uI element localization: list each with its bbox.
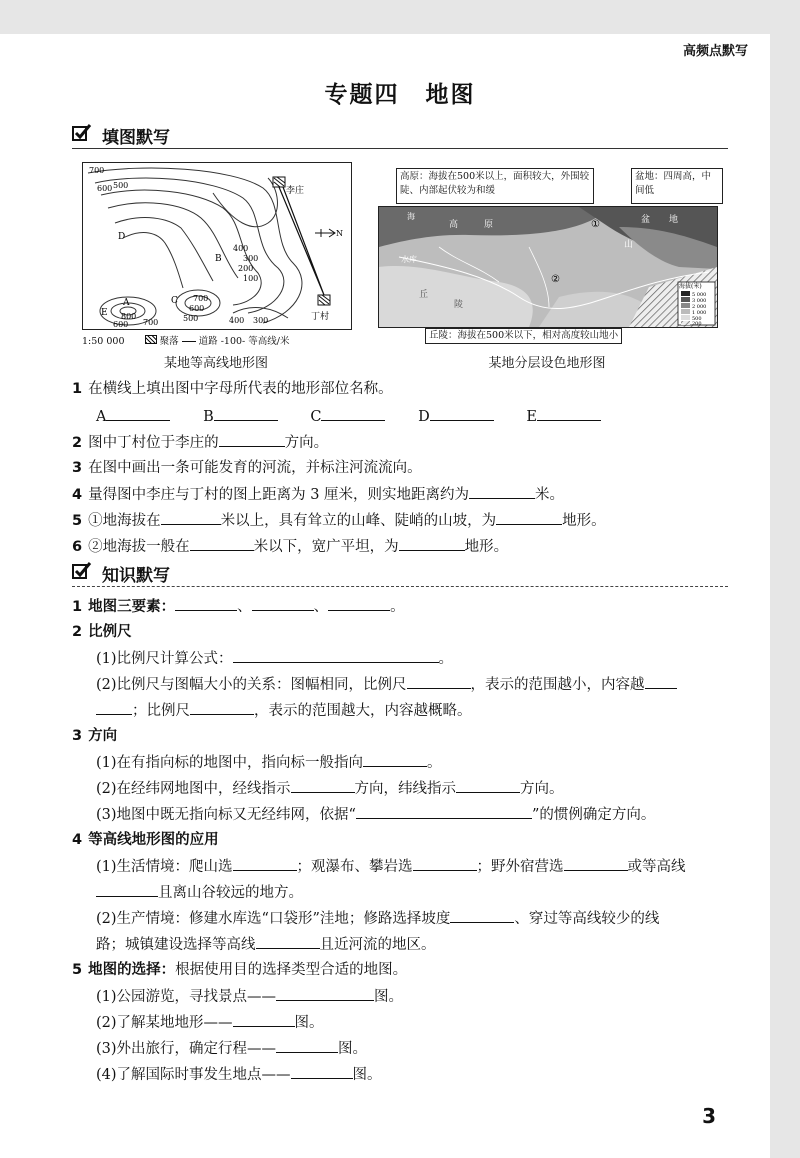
blank-a[interactable] — [106, 406, 170, 421]
place-dingcun: 丁村 — [311, 312, 330, 322]
blank-label-e: E — [526, 409, 537, 425]
knowledge-4 — [72, 830, 219, 850]
item-text: 路；城镇建设选择等高线 — [96, 937, 256, 953]
question-1-blanks — [96, 406, 601, 427]
question-text: 米。 — [535, 487, 565, 503]
item-text: (2)了解某地地形—— — [96, 1015, 233, 1031]
item-title: 比例尺 — [88, 624, 132, 640]
contour-label: 600 — [113, 320, 129, 329]
blank-e[interactable] — [537, 406, 601, 421]
relief-label: 海 — [407, 212, 415, 221]
blank-label-c: C — [310, 409, 322, 425]
blank-direction[interactable] — [291, 778, 355, 793]
item-text: (1)在有指向标的地图中，指向标一般指向 — [96, 755, 364, 771]
blank-detail[interactable] — [645, 674, 677, 689]
question-number: 1 — [72, 381, 83, 397]
question-text: 米以下，宽广平坦，为 — [253, 539, 399, 555]
item-text: 且离山谷较远的地方。 — [158, 885, 303, 901]
question-number: 3 — [72, 460, 83, 476]
blank-elevation[interactable] — [161, 510, 221, 525]
page-title — [0, 76, 800, 109]
knowledge-2-1 — [96, 648, 453, 669]
relief-legend-level: 500 — [692, 316, 702, 322]
item-title: 地图的选择： — [88, 962, 176, 978]
legend-road: 道路 — [198, 336, 218, 347]
question-1 — [72, 379, 393, 399]
item-text: ”的惯例确定方向。 — [531, 807, 656, 823]
plateau-note: 高原：海拔在500米以上，面积较大，外围较陡、内部起伏较为和缓 — [396, 168, 594, 204]
item-number: 3 — [72, 728, 83, 744]
hill-note: 丘陵：海拔在500米以下，相对高度较山地小 — [425, 328, 622, 344]
relief-legend-level: 5 000 — [692, 292, 707, 298]
contour-label: 400 — [229, 316, 245, 325]
question-5 — [72, 510, 606, 531]
question-text: 地形。 — [464, 539, 509, 555]
item-text: (1)比例尺计算公式： — [96, 651, 233, 667]
blank-detail[interactable] — [96, 700, 132, 715]
layered-color-map-caption: 某地分层设色地形图 — [488, 356, 606, 371]
letter-d: D — [118, 232, 126, 242]
relief-legend-level: 2 000 — [692, 304, 707, 310]
blank-b[interactable] — [214, 406, 278, 421]
place-lizhuang: 李庄 — [286, 186, 305, 196]
marker-2: ② — [551, 274, 560, 285]
contour-map-drawing — [83, 163, 351, 329]
item-text: (2)生产情境：修建水库选“口袋形”洼地；修路选择坡度 — [96, 911, 451, 927]
knowledge-4-1-cont — [96, 882, 303, 903]
question-number: 6 — [72, 539, 83, 555]
item-text: 且近河流的地区。 — [319, 937, 436, 953]
item-text: 图。 — [338, 1041, 368, 1057]
title-part-name: 地图 — [425, 82, 476, 108]
knowledge-3-3 — [96, 804, 655, 825]
checkbox-icon — [72, 562, 92, 580]
blank-convention[interactable] — [356, 804, 532, 819]
header-tag: 高频点默写 — [682, 44, 748, 59]
item-text: ，表示的范围越大，内容越概略。 — [254, 703, 472, 719]
section-fill-map — [72, 122, 728, 149]
item-number: 1 — [72, 599, 83, 615]
item-text: 、穿过等高线较少的线 — [514, 911, 660, 927]
item-text: ；比例尺 — [132, 703, 190, 719]
item-text: 方向。 — [520, 781, 564, 797]
knowledge-4-2 — [96, 908, 659, 929]
contour-label: 800 — [121, 312, 137, 321]
contour-label: 100 — [243, 274, 259, 283]
contour-map — [82, 162, 352, 330]
blank-scale[interactable] — [407, 674, 471, 689]
blank-d[interactable] — [430, 406, 494, 421]
blank-landform[interactable] — [399, 536, 465, 551]
contour-label: 600 — [189, 304, 205, 313]
relief-legend-title: 海拔(米) — [679, 283, 702, 290]
item-text: (1)公园游览，寻找景点—— — [96, 989, 277, 1005]
contour-label: 600 — [97, 184, 113, 193]
question-3 — [72, 458, 422, 478]
section-title: 填图默写 — [102, 128, 170, 148]
question-text: 米以上，具有耸立的山峰、陡峭的山坡，为 — [220, 513, 497, 529]
question-text: 在图中画出一条可能发育的河流，并标注河流流向。 — [88, 460, 422, 476]
question-text: 图中丁村位于李庄的 — [88, 435, 219, 451]
question-2 — [72, 432, 328, 453]
knowledge-5-3 — [96, 1038, 367, 1059]
item-text: (2)比例尺与图幅大小的关系：图幅相同，比例尺 — [96, 677, 407, 693]
contour-label: 700 — [89, 166, 105, 175]
item-number: 5 — [72, 962, 83, 978]
page-number: 3 — [702, 1104, 716, 1128]
item-number: 2 — [72, 624, 83, 640]
question-text: 方向。 — [284, 435, 329, 451]
question-number: 4 — [72, 487, 83, 503]
knowledge-3-2 — [96, 778, 564, 799]
relief-label: 山 — [624, 240, 634, 250]
knowledge-4-2-cont — [96, 934, 436, 955]
knowledge-5-2 — [96, 1012, 324, 1033]
item-title: 方向 — [88, 728, 118, 744]
item-text: 或等高线 — [627, 859, 686, 875]
blank-direction[interactable] — [219, 432, 285, 447]
question-text: 在横线上填出图中字母所代表的地形部位名称。 — [88, 381, 393, 397]
blank-landform[interactable] — [496, 510, 562, 525]
knowledge-1 — [72, 596, 405, 617]
blank-element[interactable] — [328, 596, 390, 611]
relief-label: 高 — [449, 220, 459, 230]
blank-terrain[interactable] — [413, 856, 477, 871]
village-legend-icon — [145, 335, 157, 344]
relief-label: 水库 — [401, 255, 417, 264]
relief-label: 原 — [484, 220, 494, 230]
blank-direction[interactable] — [456, 778, 520, 793]
basin-note: 盆地：四周高，中间低 — [631, 168, 723, 204]
item-text: ；观瀑布、攀岩选 — [296, 859, 413, 875]
blank-map-type[interactable] — [291, 1064, 353, 1079]
blank-map-type[interactable] — [233, 1012, 295, 1027]
punct: 。 — [390, 599, 405, 615]
title-part-topic: 专题四 — [324, 82, 400, 108]
blank-map-type[interactable] — [276, 986, 374, 1001]
item-text: (1)生活情境：爬山选 — [96, 859, 233, 875]
contour-label: 500 — [183, 314, 199, 323]
contour-label: 700 — [143, 318, 159, 327]
blank-terrain[interactable] — [233, 856, 297, 871]
item-text: 图。 — [374, 989, 404, 1005]
section-title: 知识默写 — [102, 566, 170, 586]
blank-direction[interactable] — [363, 752, 427, 767]
question-number: 5 — [72, 513, 83, 529]
blank-distance[interactable] — [469, 484, 535, 499]
item-title: 地图三要素： — [88, 599, 176, 615]
contour-label: 700 — [193, 294, 209, 303]
item-text: 图。 — [352, 1067, 382, 1083]
legend-contour: -100- 等高线/米 — [220, 336, 290, 347]
section-knowledge — [72, 560, 728, 587]
blank-scale[interactable] — [190, 700, 254, 715]
item-text: 图。 — [294, 1015, 324, 1031]
separator: 、 — [313, 599, 329, 615]
blank-label-a: A — [96, 409, 107, 425]
question-number: 2 — [72, 435, 83, 451]
contour-label: 500 — [113, 181, 129, 190]
letter-b: B — [215, 254, 222, 264]
blank-terrain[interactable] — [564, 856, 628, 871]
knowledge-5 — [72, 960, 407, 980]
relief-label: 丘 — [419, 290, 429, 300]
letter-c: C — [171, 296, 178, 306]
contour-map-legend — [82, 332, 290, 352]
blank-label-b: B — [203, 409, 214, 425]
page — [0, 34, 770, 1158]
layered-color-map — [378, 206, 718, 328]
relief-legend-level: 200 — [692, 321, 702, 327]
marker-1: ① — [591, 219, 600, 230]
blank-c[interactable] — [321, 406, 385, 421]
contour-label: 300 — [253, 316, 269, 325]
layered-color-map-drawing — [379, 207, 717, 327]
relief-legend-level: 1 000 — [692, 310, 707, 316]
blank-slope[interactable] — [450, 908, 514, 923]
question-text: 地形。 — [562, 513, 606, 529]
relief-legend-level: 3 000 — [692, 298, 707, 304]
knowledge-2 — [72, 622, 132, 642]
punct: 。 — [438, 651, 454, 667]
item-text: ；野外宿营选 — [476, 859, 564, 875]
blank-label-d: D — [418, 409, 430, 425]
relief-label: 地 — [669, 215, 679, 225]
north-label: N — [336, 229, 343, 238]
knowledge-4-1 — [96, 856, 686, 877]
knowledge-5-1 — [96, 986, 403, 1007]
blank-contour[interactable] — [96, 882, 158, 897]
question-text: ①地海拔在 — [88, 513, 161, 529]
knowledge-3 — [72, 726, 117, 746]
item-title: 等高线地形图的应用 — [88, 832, 219, 848]
punct: 。 — [427, 755, 442, 771]
checkbox-icon — [72, 124, 92, 142]
item-text: (3)地图中既无指向标又无经纬网，依据“ — [96, 807, 356, 823]
question-text: 量得图中李庄与丁村的图上距离为 3 厘米，则实地距离约为 — [88, 487, 470, 503]
letter-e: E — [101, 308, 108, 318]
blank-map-type[interactable] — [276, 1038, 338, 1053]
map-scale: 1:50 000 — [82, 336, 125, 347]
blank-contour[interactable] — [256, 934, 320, 949]
item-text: 根据使用目的选择类型合适的地图。 — [175, 962, 408, 978]
question-4 — [72, 484, 564, 505]
letter-a: A — [123, 298, 130, 308]
item-text: (2)在经纬网地图中，经线指示 — [96, 781, 291, 797]
item-text: 方向，纬线指示 — [354, 781, 457, 797]
contour-label: 400 — [233, 244, 249, 253]
blank-formula[interactable] — [233, 648, 439, 663]
item-text: ，表示的范围越小，内容越 — [470, 677, 645, 693]
blank-element[interactable] — [175, 596, 237, 611]
contour-label: 300 — [243, 254, 259, 263]
knowledge-2-2 — [96, 674, 677, 695]
question-text: ②地海拔一般在 — [88, 539, 190, 555]
item-number: 4 — [72, 832, 83, 848]
item-text: (4)了解国际时事发生地点—— — [96, 1067, 291, 1083]
blank-element[interactable] — [252, 596, 314, 611]
road-legend-icon — [182, 341, 196, 342]
relief-label: 盆 — [641, 215, 651, 225]
relief-label: 陵 — [454, 300, 464, 310]
separator: 、 — [237, 599, 252, 615]
knowledge-3-1 — [96, 752, 442, 773]
blank-elevation[interactable] — [190, 536, 254, 551]
contour-label: 200 — [238, 264, 254, 273]
question-6 — [72, 536, 508, 557]
knowledge-2-2-cont — [96, 700, 472, 721]
legend-village: 聚落 — [159, 336, 179, 347]
contour-map-caption: 某地等高线地形图 — [163, 356, 268, 371]
item-text: (3)外出旅行，确定行程—— — [96, 1041, 277, 1057]
knowledge-5-4 — [96, 1064, 382, 1085]
